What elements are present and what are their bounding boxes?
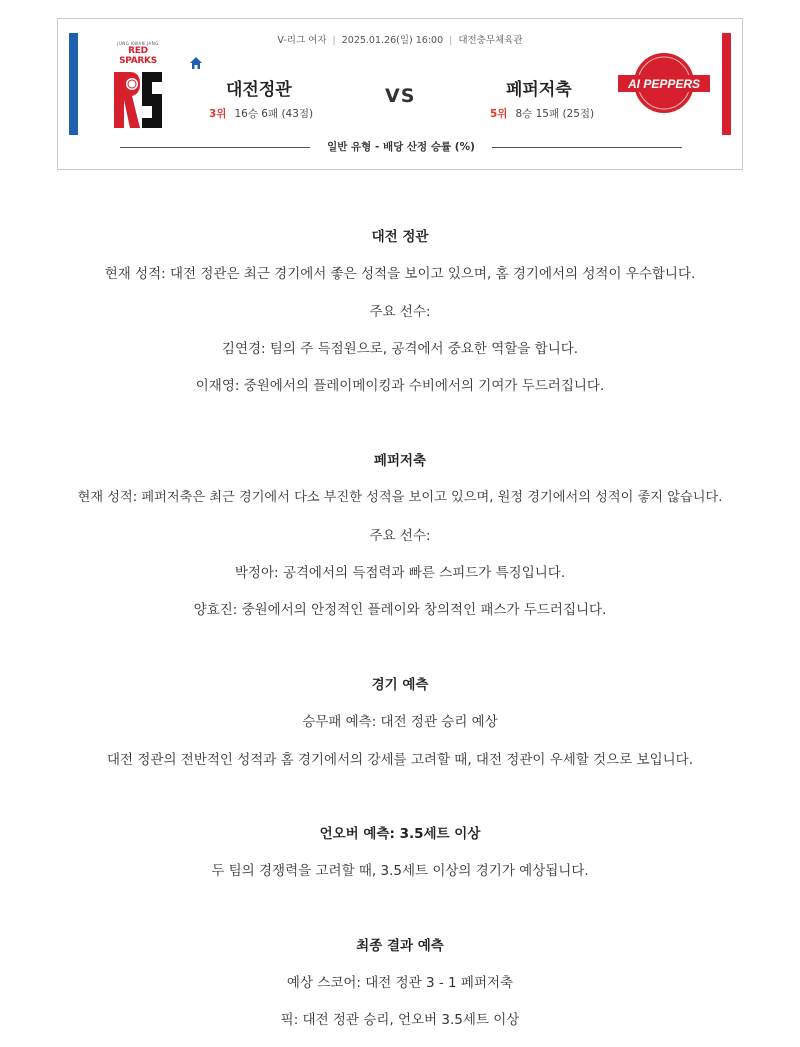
home-icon	[188, 55, 204, 71]
prediction-reason: 대전 정관의 전반적인 성적과 홈 경기에서의 강세를 고려할 때, 대전 정관이 우세할 것으로 보입니다.	[106, 752, 693, 768]
home-logo-text: RED SPARKS	[119, 46, 157, 66]
home-team-stats: 16승 6패 (43점)	[234, 108, 314, 120]
match-venue: 대전충무체육관	[458, 35, 523, 46]
away-team-record	[490, 106, 594, 121]
home-team-logo	[108, 41, 168, 127]
team2-heading: 페퍼저축	[373, 453, 427, 469]
away-team-logo	[618, 51, 710, 115]
home-team-record	[209, 106, 313, 121]
away-team-rank: 5위	[490, 108, 508, 120]
odds-section-divider	[120, 139, 682, 155]
overunder-reason: 두 팀의 경쟁력을 고려할 때, 3.5세트 이상의 경기가 예상됩니다.	[211, 863, 589, 879]
team2-player1: 박정아: 공격에서의 득점력과 빠른 스피드가 특징입니다.	[234, 565, 566, 581]
team1-heading: 대전 정관	[371, 229, 429, 245]
ai-peppers-emblem-icon	[618, 51, 710, 115]
team1-players-label: 주요 선수:	[369, 304, 431, 320]
team2-status: 현재 성적: 페퍼저축은 최근 경기에서 다소 부진한 성적을 보이고 있으며, 원정 경기에서의 성적이 좋지 않습니다.	[77, 490, 723, 505]
league-label: V-리그 여자	[277, 35, 327, 46]
team2-player2: 양효진: 중원에서의 안정적인 플레이와 창의적인 패스가 두드러집니다.	[193, 602, 607, 618]
home-color-bar	[69, 33, 78, 135]
match-datetime: 2025.01.26(일) 16:00	[341, 35, 444, 46]
team1-player2: 이재영: 중원에서의 플레이메이킹과 수비에서의 기여가 두드러집니다.	[195, 378, 605, 394]
home-team-rank: 3위	[209, 108, 227, 120]
prediction-result: 승무패 예측: 대전 정관 승리 예상	[302, 714, 498, 730]
final-heading: 최종 결과 예측	[356, 938, 444, 954]
vs-label: VS	[385, 85, 416, 107]
home-logo-small-text: JUNG KWAN JANG	[117, 41, 159, 46]
away-team-stats: 8승 15패 (25점)	[515, 108, 595, 120]
away-team-name: 페퍼저축	[506, 80, 572, 100]
match-meta: V-리그 여자 | 2025.01.26(일) 16:00 | 대전충무체육관	[277, 35, 523, 46]
team1-status: 현재 성적: 대전 정관은 최근 경기에서 좋은 성적을 보이고 있으며, 홈 경기에서의 성적이 우수합니다.	[104, 266, 696, 282]
final-score: 예상 스코어: 대전 정관 3 - 1 페퍼저축	[286, 975, 514, 991]
match-card	[57, 18, 743, 170]
away-color-bar	[722, 33, 731, 135]
overunder-heading: 언오버 예측: 3.5세트 이상	[319, 826, 481, 842]
final-pick: 픽: 대전 정관 승리, 언오버 3.5세트 이상	[280, 1012, 520, 1028]
team2-players-label: 주요 선수:	[369, 528, 431, 544]
home-team-name: 대전정관	[226, 80, 292, 100]
rs-emblem-icon	[112, 68, 164, 132]
away-logo-text: AI PEPPERS	[627, 77, 701, 91]
team1-player1: 김연경: 팀의 주 득점원으로, 공격에서 중요한 역할을 합니다.	[221, 341, 579, 357]
prediction-heading: 경기 예측	[371, 677, 429, 693]
odds-section-label: 일반 유형 - 배당 산정 승률 (%)	[327, 141, 475, 153]
